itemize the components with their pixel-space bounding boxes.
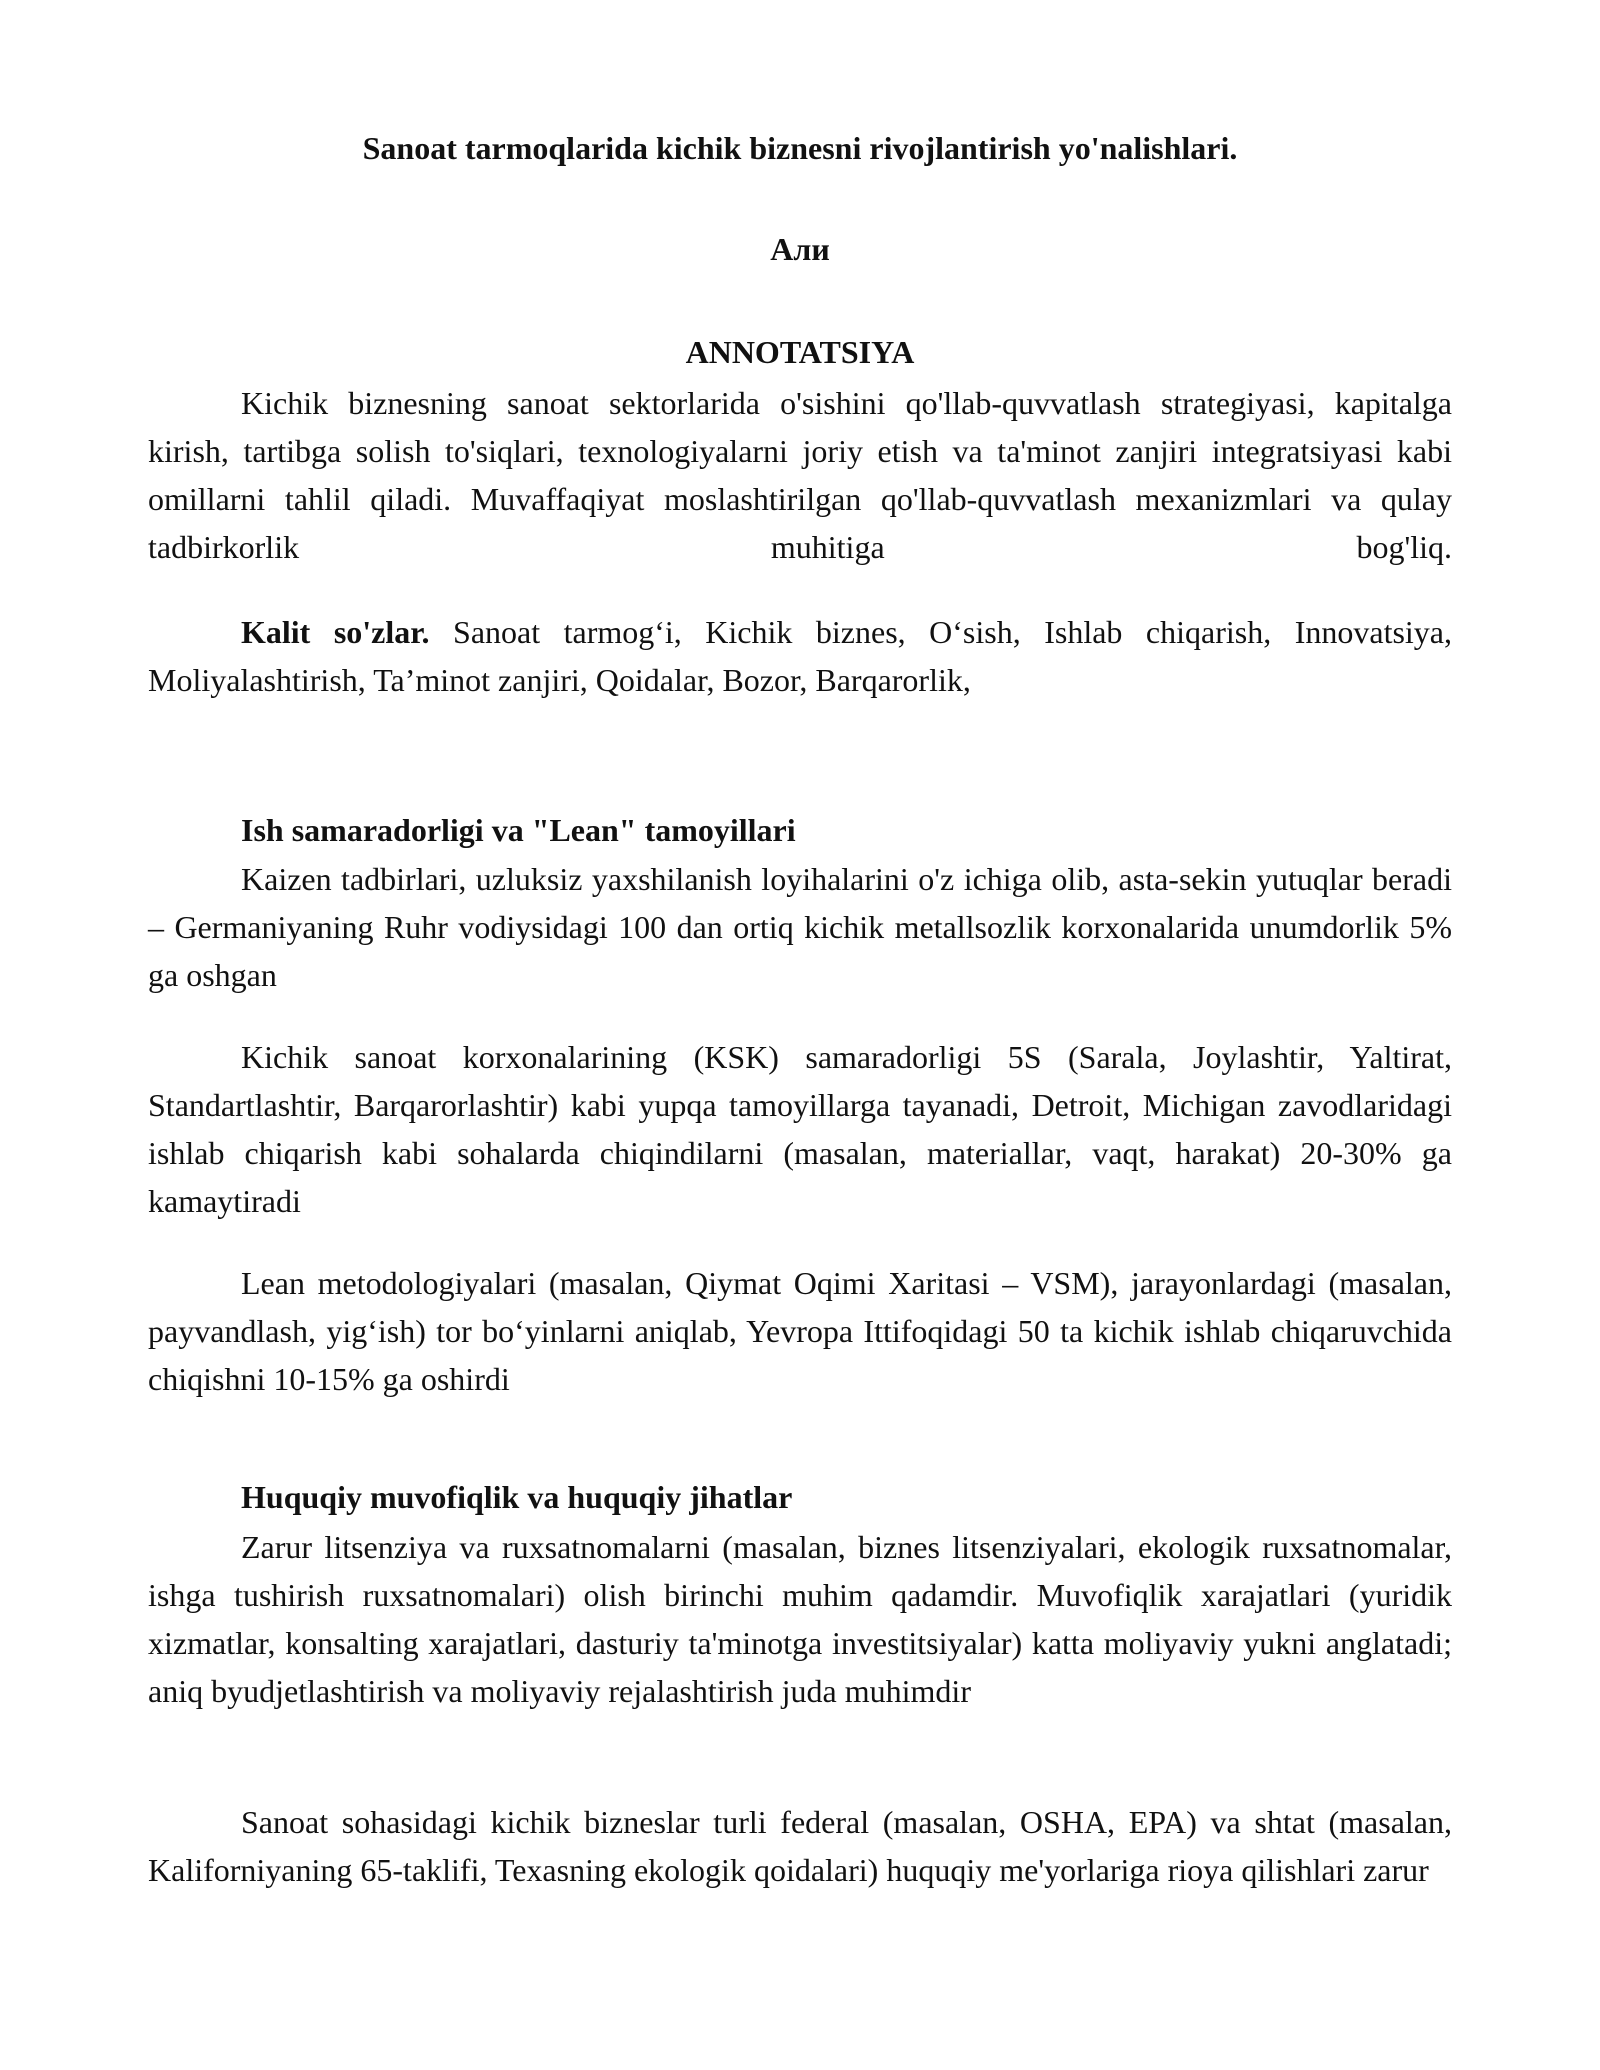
section-paragraph: Kaizen tadbirlari, uzluksiz yaxshilanish loyihalarini o'z ichiga olib, asta-sekin yutuqlar beradi – Germaniyaning Ruhr vodiysidagi 100 dan ortiq kichik metallsozlik korxonalarida unumdorlik 5% ga oshgan <box>148 861 1452 993</box>
keywords-label: Kalit so'zlar. <box>241 614 430 650</box>
section-paragraph: Zarur litsenziya va ruxsatnomalarni (masalan, biznes litsenziyalari, ekologik ruxsatnomalar, ishga tushirish ruxsatnomalari) olish birinchi muhim qadamdir. Muvofiqlik xarajatlari (yuridik xizmatlar, konsalting xarajatlari, dasturiy ta'minotga investitsiyalar) katta moliyaviy yukni anglatadi; aniq byudjetlashtirish va moliyaviy rejalashtirish juda muhimdir <box>148 1529 1452 1709</box>
annotation-paragraph: Kichik biznesning sanoat sektorlarida o'sishini qo'llab-quvvatlash strategiyasi, kapitalga kirish, tartibga solish to'siqlari, texnologiyalarni joriy etish va ta'minot zanjiri integratsiyasi kabi omillarni tahlil qiladi. Muvaffaqiyat moslashtirilgan qo'llab-quvvatlash mexanizmlari va qulay tadbirkorlik muhitiga bog'liq. <box>148 385 1452 565</box>
section-paragraph: Kichik sanoat korxonalarining (KSK) samaradorligi 5S (Sarala, Joylashtir, Yaltirat, Standartlashtir, Barqarorlashtir) kabi yupqa tamoyillarga tayanadi, Detroit, Michigan zavodlaridagi ishlab chiqarish kabi sohalarda chiqindilarni (masalan, materiallar, vaqt, harakat) 20-30% ga kamaytiradi <box>148 1039 1452 1219</box>
document-page <box>148 0 1452 2070</box>
author-name: Али <box>770 231 830 267</box>
section-heading-lean: Ish samaradorligi va "Lean" tamoyillari <box>241 812 796 848</box>
section-paragraph: Sanoat sohasidagi kichik bizneslar turli federal (masalan, OSHA, EPA) va shtat (masalan, Kaliforniyaning 65-taklifi, Texasning ekologik qoidalari) huquqiy me'yorlariga rioya qilishlari zarur <box>148 1804 1452 1888</box>
section-paragraph: Lean metodologiyalari (masalan, Qiymat Oqimi Xaritasi – VSM), jarayonlardagi (masalan, payvandlash, yig‘ish) tor bo‘yinlarni aniqlab, Yevropa Ittifoqidagi 50 ta kichik ishlab chiqaruvchida chiqishni 10-15% ga oshirdi <box>148 1265 1452 1397</box>
keywords-list: Sanoat tarmog‘i, Kichik biznes, O‘sish, Ishlab chiqarish, Innovatsiya, Moliyalashtirish, Ta’minot zanjiri, Qoidalar, Bozor, Barqarorlik, <box>148 614 1453 698</box>
section-heading-legal: Huquqiy muvofiqlik va huquqiy jihatlar <box>241 1479 793 1515</box>
annotation-heading: ANNOTATSIYA <box>685 334 915 370</box>
document-title: Sanoat tarmoqlarida kichik biznesni rivojlantirish yo'nalishlari. <box>362 130 1238 166</box>
keywords-paragraph <box>148 608 1452 704</box>
